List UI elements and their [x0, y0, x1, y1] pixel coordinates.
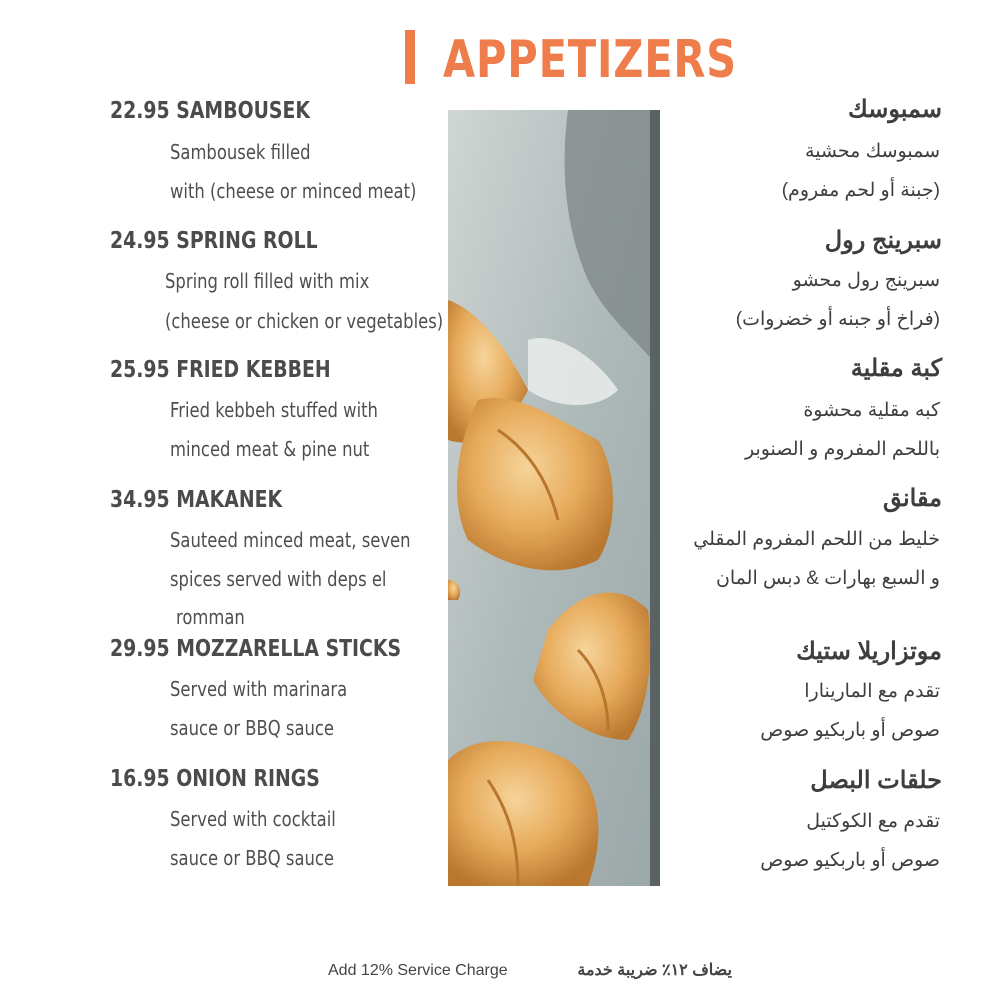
ar-item-name: مقانق — [882, 485, 942, 512]
item-desc-line: (cheese or chicken or vegetables) — [165, 309, 444, 333]
item-desc-line: romman — [176, 605, 245, 629]
ar-desc-line: صوص أو باربكيو صوص — [760, 850, 940, 871]
ar-item-name: سمبوسك — [848, 96, 942, 123]
item-price: 25.95 — [110, 357, 170, 383]
ar-item-name: سبرينج رول — [824, 227, 942, 254]
item-desc-line: Served with marinara — [170, 677, 348, 701]
item-price: 29.95 — [110, 636, 170, 662]
ar-desc-line: باللحم المفروم و الصنوبر — [744, 439, 940, 460]
item-name: MOZZARELLA STICKS — [176, 636, 402, 662]
item-desc-line: Spring roll filled with mix — [165, 269, 370, 293]
item-desc-line: Sauteed minced meat, seven — [170, 528, 411, 552]
ar-desc-line: خليط من اللحم المفروم المقلي — [693, 529, 940, 550]
item-name: MAKANEK — [176, 487, 283, 513]
ar-desc-line: سمبوسك محشية — [805, 141, 940, 162]
item-name: SAMBOUSEK — [176, 98, 311, 124]
ar-desc-line: تقدم مع المارينارا — [804, 681, 940, 702]
menu-item-title — [110, 356, 331, 384]
ar-item-name: موتزاريلا ستيك — [796, 638, 942, 665]
item-name: SPRING ROLL — [176, 228, 318, 254]
item-name: ONION RINGS — [176, 766, 320, 792]
pastry-illustration — [448, 110, 660, 886]
item-desc-line: sauce or BBQ sauce — [170, 716, 335, 740]
ar-desc-line: و السبع بهارات & دبس المان — [715, 568, 940, 589]
title-accent-bar — [405, 30, 415, 84]
item-price: 24.95 — [110, 228, 170, 254]
item-desc-line: Served with cocktail — [170, 807, 336, 831]
ar-desc-line: (جبنة أو لحم مفروم) — [781, 180, 940, 201]
ar-desc-line: سبرينج رول محشو — [792, 270, 940, 291]
ar-item-name: كبة مقلية — [850, 355, 942, 382]
page-title: APPETIZERS — [443, 30, 738, 90]
menu-item-title — [110, 227, 318, 255]
item-desc-line: spices served with deps el — [170, 567, 387, 591]
item-desc-line: minced meat & pine nut — [170, 437, 370, 461]
item-desc-line: sauce or BBQ sauce — [170, 846, 335, 870]
ar-desc-line: (فراخ أو جبنه أو خضروات) — [735, 309, 940, 330]
menu-item-title — [110, 486, 282, 514]
item-name: FRIED KEBBEH — [176, 357, 331, 383]
service-charge-note-ar: يضاف ١٢٪ ضريبة خدمة — [577, 962, 732, 979]
menu-item-title — [110, 635, 401, 663]
menu-item-title — [110, 97, 310, 125]
ar-desc-line: صوص أو باربكيو صوص — [760, 720, 940, 741]
service-charge-note: Add 12% Service Charge — [328, 962, 508, 979]
ar-desc-line: كبه مقلية محشوة — [803, 400, 940, 421]
item-price: 34.95 — [110, 487, 170, 513]
item-desc-line: with (cheese or minced meat) — [170, 179, 417, 203]
item-price: 22.95 — [110, 98, 170, 124]
ar-item-name: حلقات البصل — [810, 767, 942, 794]
menu-item-title — [110, 765, 320, 793]
item-desc-line: Sambousek filled — [170, 140, 311, 164]
item-price: 16.95 — [110, 766, 170, 792]
item-desc-line: Fried kebbeh stuffed with — [170, 398, 378, 422]
ar-desc-line: تقدم مع الكوكتيل — [806, 811, 940, 832]
pastry-photo — [448, 110, 660, 886]
